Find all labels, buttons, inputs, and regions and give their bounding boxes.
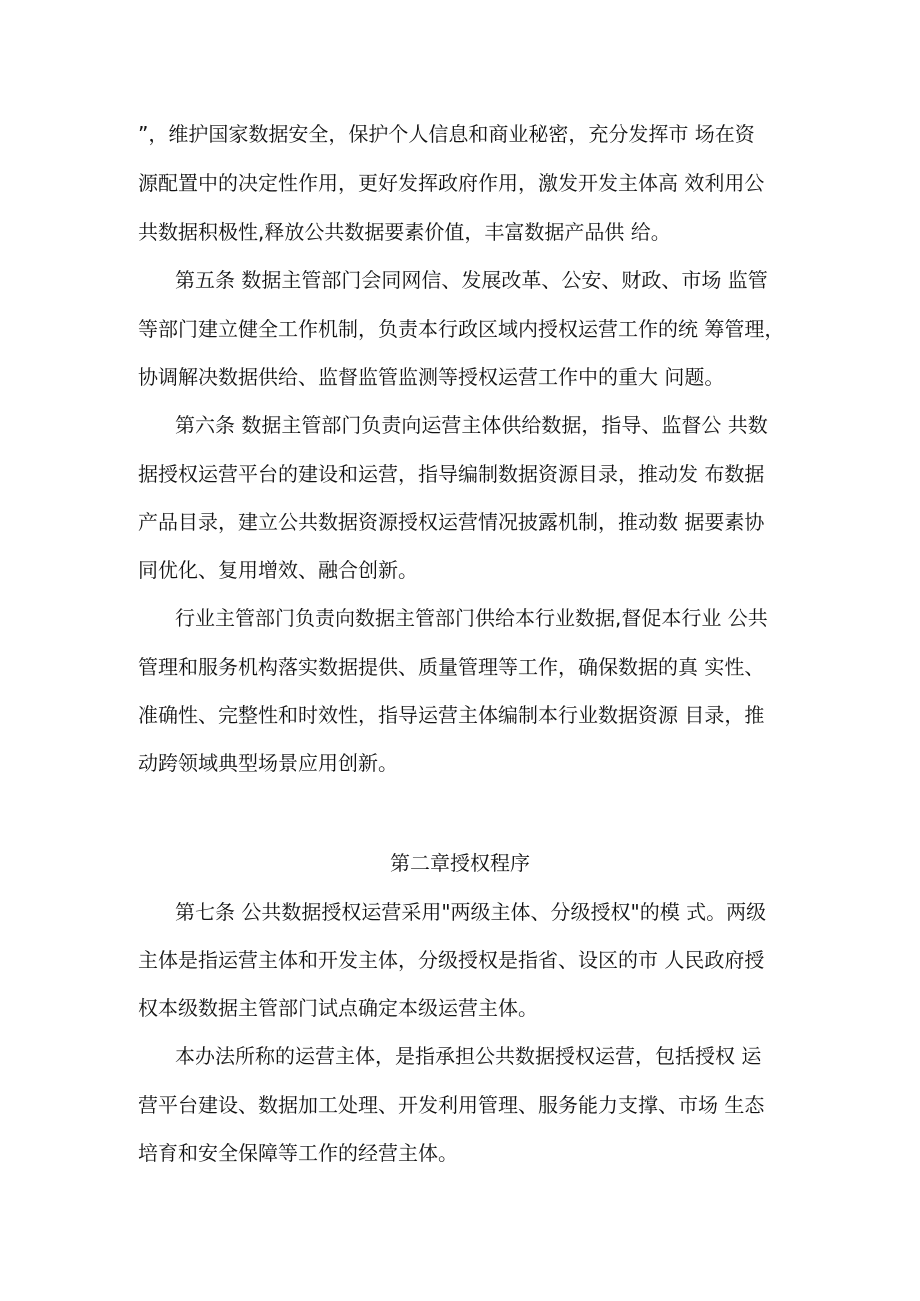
text-line: 培育和安全保障等工作的经营主体。 [138,1141,458,1165]
text-line: 源配置中的决定性作用，更好发挥政府作用，激发开发主体高 效利用公 [138,171,765,195]
text-line: 第六条 数据主管部门负责向运营主体供给数据，指导、监督公 共数 [175,413,768,437]
text-line: 第七条 公共数据授权运营采用"两级主体、分级授权"的模 式。两级 [175,900,767,924]
text-line: ”，维护国家数据安全，保护个人信息和商业秘密，充分发挥市 场在资 [138,122,755,146]
text-line: 协调解决数据供给、监督监管监测等授权运营工作中的重大 问题。 [138,365,725,389]
text-line: 营平台建设、数据加工处理、开发利用管理、服务能力支撑、市场 生态 [138,1093,765,1117]
text-line: 共数据积极性,释放公共数据要素价值，丰富数据产品供 给。 [138,220,671,244]
text-line: 等部门建立健全工作机制，负责本行政区域内授权运营工作的统 筹管理， [138,317,785,341]
text-line: 主体是指运营主体和开发主体，分级授权是指省、设区的市 人民政府授 [138,948,765,972]
text-line: 同优化、复用增效、融合创新。 [138,558,418,582]
text-line: 行业主管部门负责向数据主管部门供给本行业数据,督促本行业 公共 [175,606,768,630]
text-line: 第五条 数据主管部门会同网信、发展改革、公安、财政、市场 监管 [175,268,768,292]
text-line: 产品目录，建立公共数据资源授权运营情况披露机制，推动数 据要素协 [138,510,765,534]
text-line: 准确性、完整性和时效性，指导运营主体编制本行业数据资源 目录，推 [138,703,765,727]
text-line: 管理和服务机构落实数据提供、质量管理等工作，确保数据的真 实性、 [138,655,765,679]
text-line: 动跨领域典型场景应用创新。 [138,751,398,775]
text-line: 据授权运营平台的建设和运营，指导编制数据资源目录，推动发 布数据 [138,462,765,486]
text-line: 权本级数据主管部门试点确定本级运营主体。 [138,996,538,1020]
text-line: 本办法所称的运营主体，是指承担公共数据授权运营，包括授权 运 [175,1044,762,1068]
chapter-title: 第二章授权程序 [390,851,530,875]
